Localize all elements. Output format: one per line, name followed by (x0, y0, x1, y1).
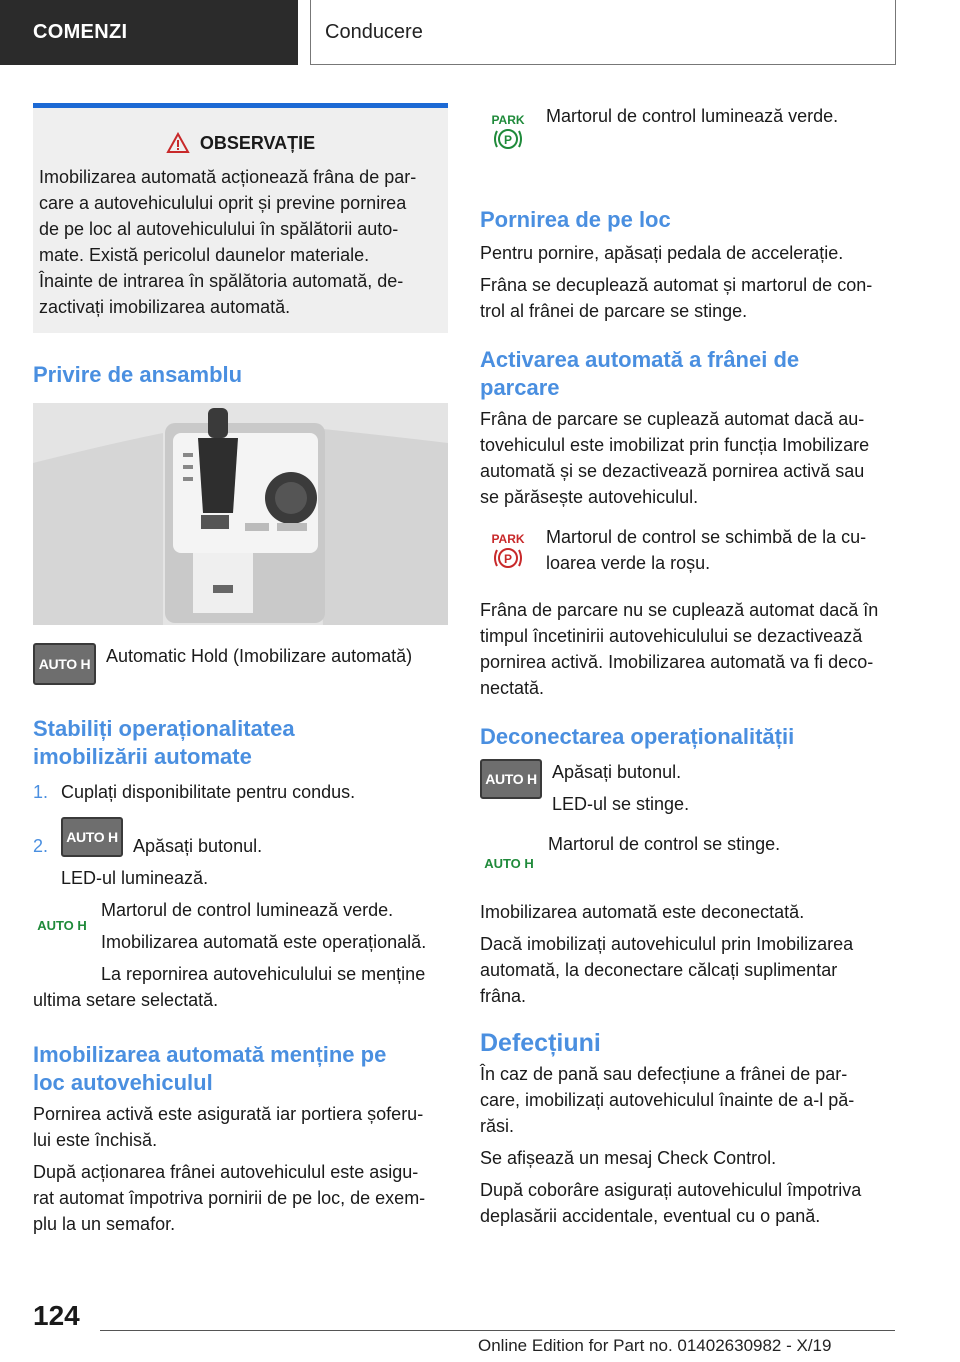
hold-heading-line2: loc autovehiculul (33, 1070, 213, 1095)
console-photo (33, 403, 448, 625)
center-console-image (33, 403, 448, 625)
right-column (480, 103, 896, 1229)
step-2 (33, 817, 448, 859)
text-line: se părăsește autovehiculul. (480, 487, 699, 507)
step-2-number: 2. (33, 836, 49, 856)
setup-heading (33, 715, 448, 771)
auto-hold-button-icon (33, 643, 96, 685)
heading-line: Activarea automată a frânei de (480, 347, 800, 372)
text-line: Pornirea activă este asigurată iar portiera șoferu- (33, 1104, 424, 1124)
footer-divider (100, 1330, 895, 1331)
restart-text-line1: La repornirea autovehiculului se menține (101, 964, 426, 984)
hold-heading (33, 1041, 448, 1097)
press-button-text: Apăsați butonul. (552, 762, 682, 782)
auto-hold-button-label: AUTO H (485, 771, 537, 787)
section-title: COMENZI (33, 21, 128, 43)
operational-text: Imobilizarea automată este operațională. (101, 932, 427, 952)
text-line: rat automat împotriva pornirii de pe loc, de exem- (33, 1188, 426, 1208)
text-line: Frâna de parcare se cuplează automat dacă au- (480, 409, 865, 429)
text-line: După coborâre asigurați autovehiculul împotriva (480, 1180, 862, 1200)
overview-heading: Privire de ansamblu (33, 362, 243, 387)
step-1-number: 1. (33, 782, 49, 802)
text-line: Martorul de control se schimbă de la cu- (546, 527, 867, 547)
park-label: PARK (491, 113, 525, 127)
text-line: care, imobilizați autovehiculul înainte de a-l pă- (480, 1090, 855, 1110)
park-green-row (480, 103, 896, 160)
left-column (33, 103, 448, 1237)
park-red-lamp-icon (480, 532, 536, 579)
setup-heading-line1: Stabiliți operaționalitatea (33, 716, 295, 741)
auto-hold-button-label: AUTO H (38, 656, 91, 672)
svg-text:P: P (503, 552, 513, 566)
start-heading: Pornirea de pe loc (480, 207, 671, 232)
text-line: răsi. (480, 1116, 515, 1136)
faults-paragraph-1 (480, 1061, 896, 1139)
start-paragraph-2 (480, 272, 896, 324)
faults-paragraph-3 (480, 1177, 896, 1229)
warning-line: care a autovehiculului oprit și previne pornirea (39, 193, 407, 213)
hold-paragraph-1 (33, 1101, 448, 1153)
led-on-text: LED-ul luminează. (61, 868, 209, 888)
lamp-off-text: Martorul de control se stinge. (548, 834, 781, 854)
park-green-lamp-icon (480, 113, 536, 160)
page-number: 124 (33, 1300, 80, 1331)
text-line: loarea verde la roșu. (546, 553, 711, 573)
text-line: automată, la deconectare călcați suplimentar (480, 960, 838, 980)
hold-heading-line1: Imobilizarea automată menține pe (33, 1042, 387, 1067)
auto-hold-green-lamp-icon (33, 913, 91, 939)
park-label: PARK (491, 532, 525, 546)
text-line: plu la un semafor. (33, 1214, 176, 1234)
heading-line: parcare (480, 375, 560, 400)
auto-park-paragraph-2 (480, 597, 896, 701)
text-line: Frâna de parcare nu se cuplează automat dacă în (480, 600, 879, 620)
disable-heading: Deconectarea operaționalității (480, 724, 795, 749)
chapter-title: Conducere (325, 20, 423, 43)
park-green-text: Martorul de control luminează verde. (546, 106, 839, 126)
text-line: tovehiculul este imobilizat prin funcția Imobilizare (480, 435, 870, 455)
park-red-text (546, 524, 866, 576)
text-line: nectată. (480, 678, 545, 698)
disabled-text: Imobilizarea automată este deconectată. (480, 902, 805, 922)
warning-line: mate. Există pericolul daunelor materiale. (39, 245, 370, 265)
section-tab (0, 0, 298, 65)
warning-line: zactivați imobilizarea automată. (39, 297, 291, 317)
park-red-row (480, 524, 896, 579)
start-paragraph-1: Pentru pornire, apăsați pedala de accelerație. (480, 243, 844, 263)
auto-hold-green-lamp-icon (480, 851, 538, 877)
auto-hold-caption: Automatic Hold (Imobilizare automată) (106, 646, 413, 666)
text-line: Dacă imobilizați autovehiculul prin Imobilizarea (480, 934, 854, 954)
faults-heading: Defecțiuni (480, 1029, 601, 1057)
edition-text: Online Edition for Part no. 01402630982 - X/19 (478, 1336, 832, 1355)
restart-text-line2: ultima setare selectată. (33, 990, 219, 1010)
auto-hold-button-icon (480, 759, 542, 799)
warning-title-text: OBSERVAȚIE (199, 133, 316, 153)
text-line: timpul încetinirii autovehiculului se dezactivează (480, 626, 863, 646)
warning-line: de pe loc al autovehiculului în spălătorii auto- (39, 219, 399, 239)
svg-text:P: P (503, 133, 513, 147)
text-line: Frâna se decuplează automat și martorul de con- (480, 275, 873, 295)
text-line: În caz de pană sau defecțiune a frânei de par- (480, 1064, 848, 1084)
parking-brake-icon (493, 127, 523, 151)
setup-heading-line2: imobilizării automate (33, 744, 252, 769)
auto-hold-button-label: AUTO H (66, 829, 118, 845)
text-line: frâna. (480, 986, 527, 1006)
green-lamp-row (33, 897, 448, 987)
auto-park-heading (480, 346, 896, 402)
parking-brake-icon (493, 546, 523, 570)
auto-hold-row (33, 643, 448, 685)
lamp-off-row (480, 831, 896, 877)
warning-line: Înainte de intrarea în spălătoria automată, de- (39, 271, 404, 291)
text-line: trol al frânei de parcare se stinge. (480, 301, 748, 321)
chapter-tab (310, 0, 896, 65)
auto-hold-button-icon (61, 817, 123, 857)
disable-press-row (480, 759, 896, 817)
warning-box (33, 103, 448, 333)
text-line: deplasării accidentale, eventual cu o pană. (480, 1206, 821, 1226)
auto-hold-lamp-label: AUTO H (37, 918, 87, 933)
warning-triangle-icon (166, 132, 190, 154)
disable-paragraph (480, 931, 896, 1009)
warning-line: Imobilizarea automată acționează frâna de par- (39, 167, 417, 187)
auto-park-paragraph-1 (480, 406, 896, 510)
step-1-text: Cuplați disponibilitate pentru condus. (61, 782, 356, 802)
lamp-green-text: Martorul de control luminează verde. (101, 900, 394, 920)
step-2-text: Apăsați butonul. (133, 836, 263, 856)
faults-paragraph-2: Se afișează un mesaj Check Control. (480, 1148, 777, 1168)
warning-title (39, 130, 442, 156)
hold-paragraph-2 (33, 1159, 448, 1237)
text-line: automată și se dezactivează pornirea activă sau (480, 461, 865, 481)
text-line: După acționarea frânei autovehiculul este asigu- (33, 1162, 419, 1182)
auto-hold-lamp-label: AUTO H (484, 856, 534, 871)
step-1 (33, 779, 448, 805)
text-line: lui este închisă. (33, 1130, 158, 1150)
led-off-text: LED-ul se stinge. (552, 794, 690, 814)
text-line: pornirea activă. Imobilizarea automată va fi deco- (480, 652, 874, 672)
